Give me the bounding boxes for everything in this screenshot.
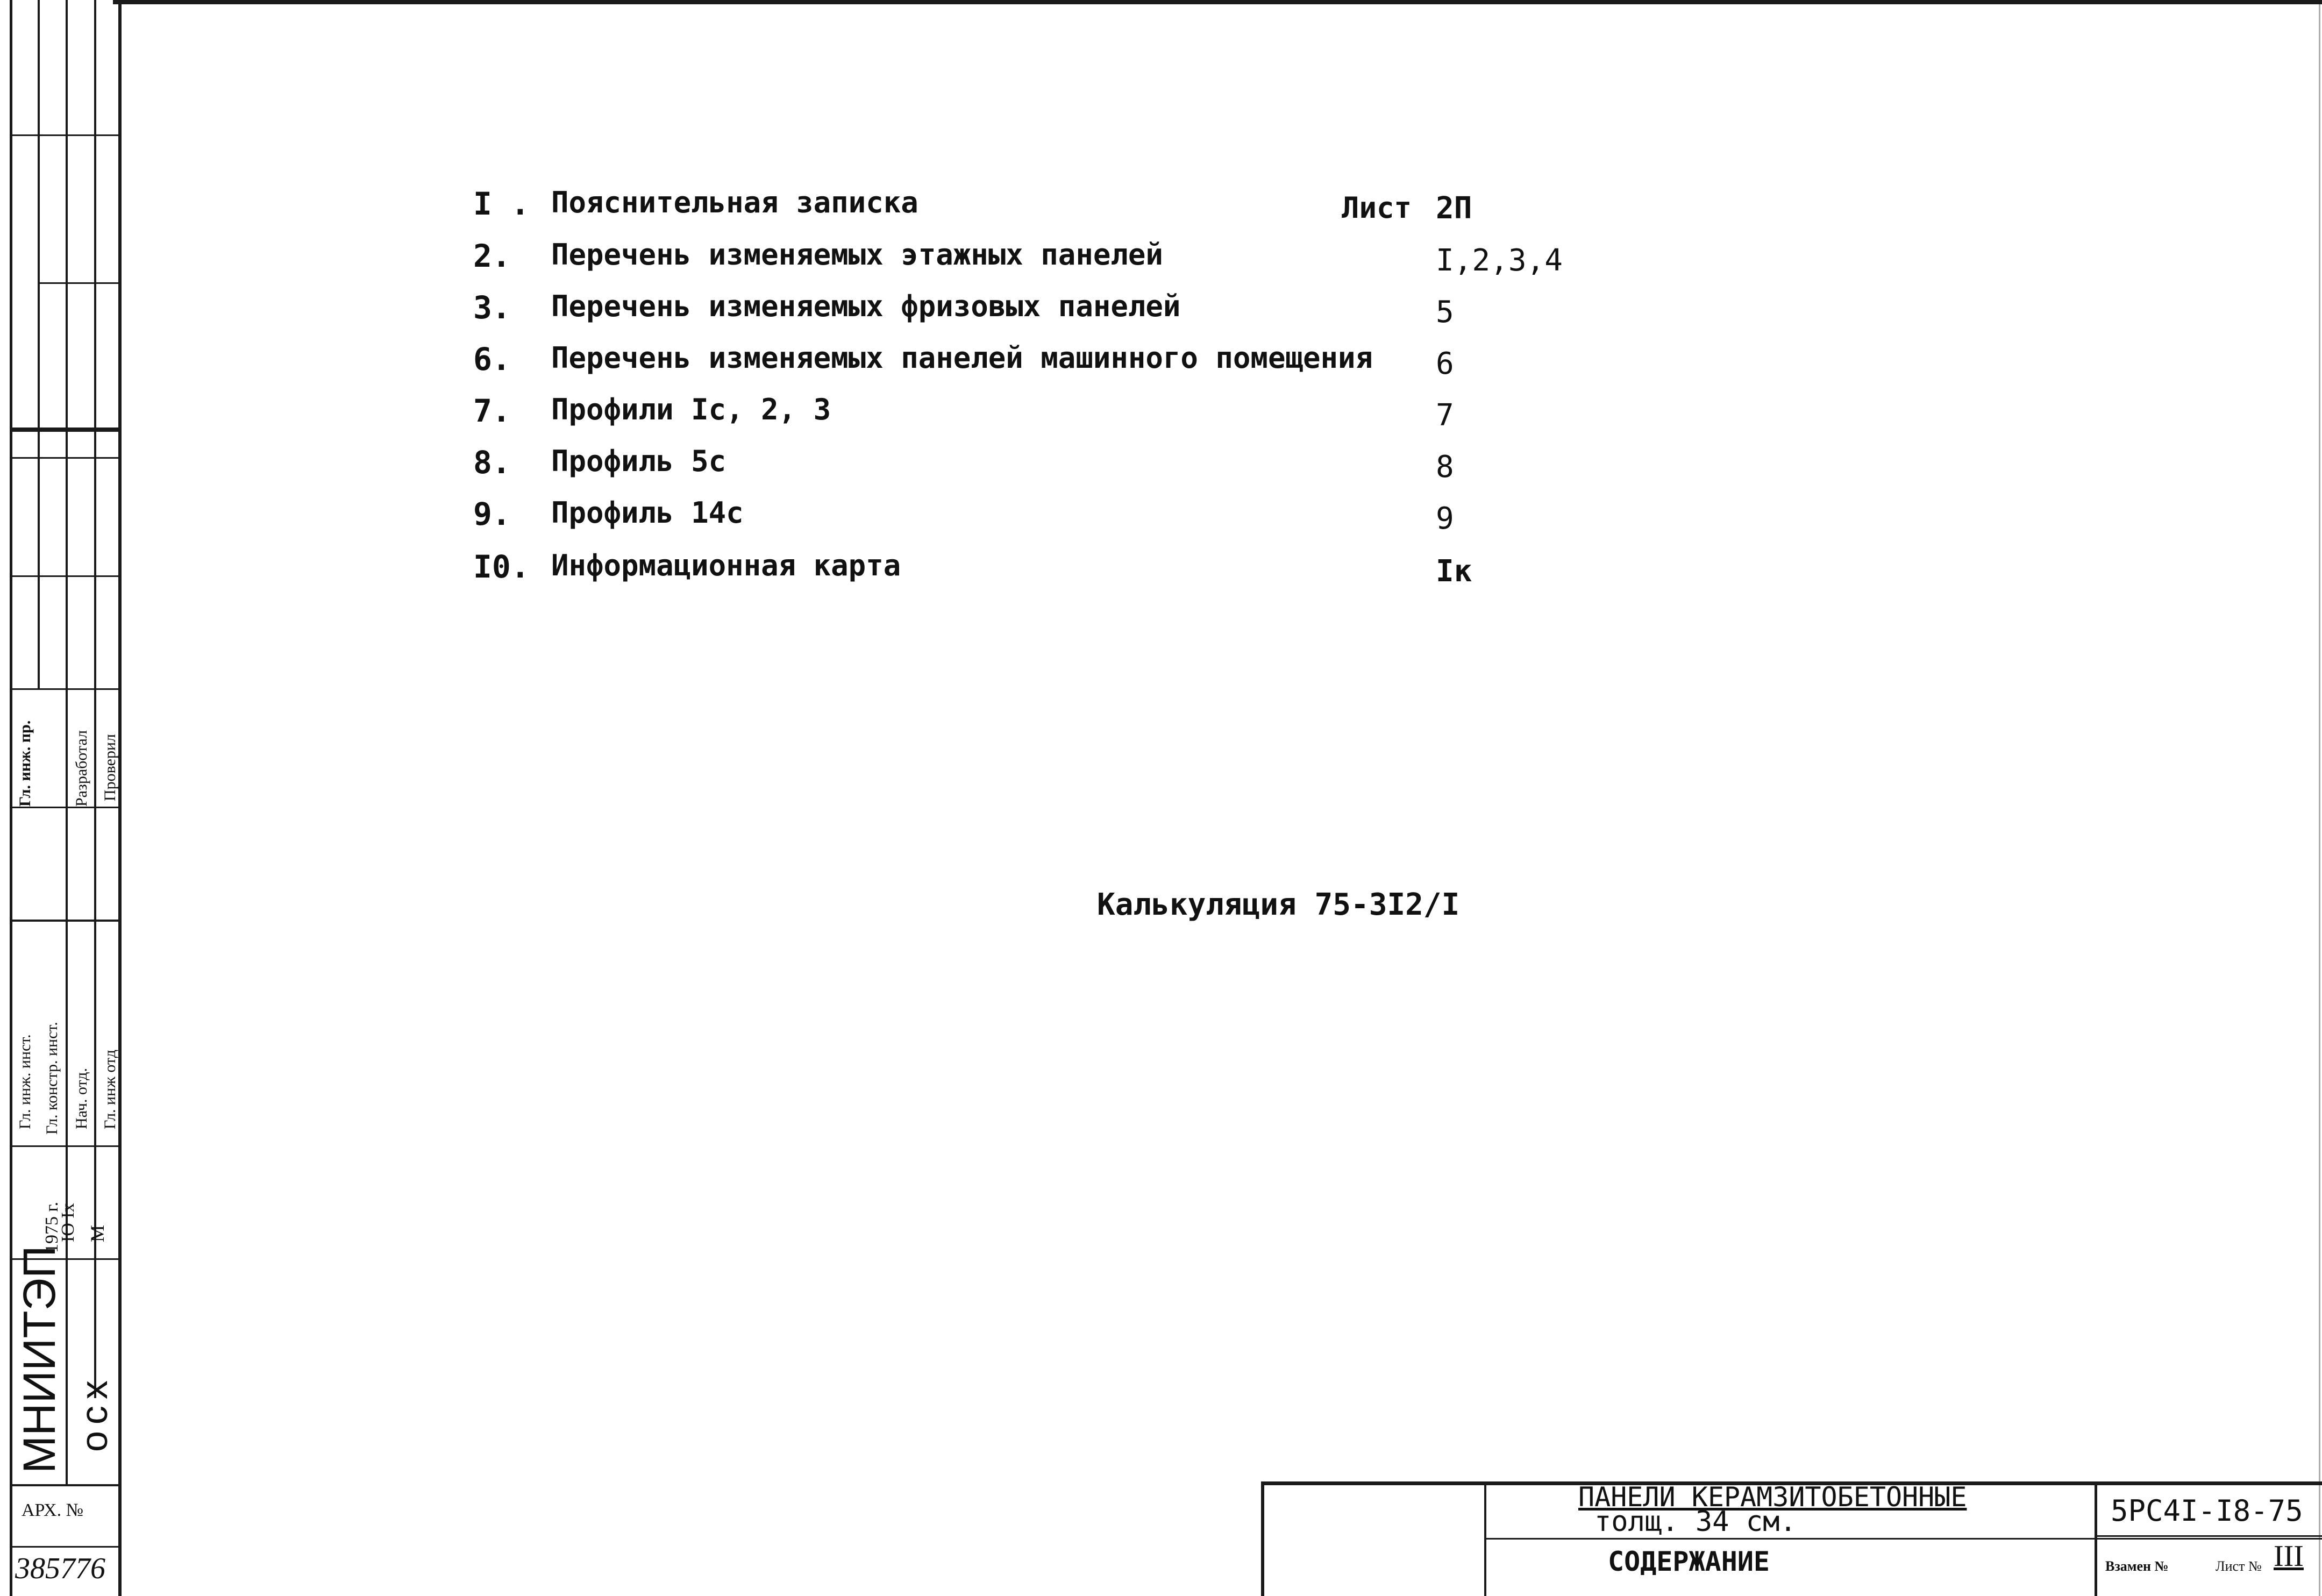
list-item — [473, 341, 1656, 389]
list-item — [473, 289, 1656, 338]
item-page: I,2,3,4 — [1436, 243, 1563, 278]
item-title: Перечень изменяемых панелей машинного помещения — [551, 341, 1373, 375]
title-line-3: СОДЕРЖАНИЕ — [1608, 1546, 1770, 1577]
item-number: 3. — [473, 289, 511, 326]
sheet-number: III — [2274, 1540, 2304, 1573]
list-item — [473, 548, 1656, 597]
item-title: Пояснительная записка — [551, 186, 918, 219]
role-chief-engineer: Гл. инж. пр. — [16, 720, 34, 807]
top-border — [113, 0, 2322, 4]
role-checked: Проверил — [101, 734, 119, 801]
stamp-organization: МНИИТЭП — [14, 1245, 65, 1473]
stamp-date: IO Iх — [58, 1203, 78, 1242]
item-page: 7 — [1436, 398, 1454, 433]
calculation-reference: Калькуляция 75-3I2/I — [1097, 887, 1460, 922]
item-page: 9 — [1436, 501, 1454, 536]
replace-label: Взамен № — [2105, 1558, 2169, 1574]
role-dept-head: Нач. отд. — [73, 1068, 90, 1129]
item-page: 8 — [1436, 450, 1454, 484]
role-developed: Разработал — [73, 730, 90, 807]
item-page: 6 — [1436, 346, 1454, 381]
role-chief-engineer-dept: Гл. инж отд — [101, 1050, 119, 1129]
role-chief-designer-inst: Гл. констр. инст. — [43, 1022, 61, 1135]
item-number: I . — [473, 186, 530, 222]
sheet-label: Лист № — [2216, 1558, 2262, 1574]
title-line-1: ПАНЕЛИ КЕРАМЗИТОБЕТОННЫЕ — [1578, 1481, 1967, 1513]
list-item — [473, 444, 1656, 493]
archive-label: АРХ. № — [22, 1500, 84, 1520]
item-page: Iк — [1436, 554, 1472, 589]
item-number: 9. — [473, 496, 511, 532]
item-number: I0. — [473, 548, 530, 585]
item-title: Профиль 14с — [551, 496, 744, 530]
archive-number: 385776 — [15, 1552, 105, 1585]
item-title: Профиль 5с — [551, 444, 726, 478]
item-number: 6. — [473, 341, 511, 377]
list-item — [473, 496, 1656, 544]
right-border — [2319, 0, 2320, 1596]
stamp-department: осх — [73, 1374, 115, 1452]
list-item — [473, 186, 1656, 234]
item-page: 5 — [1436, 295, 1454, 330]
document-code: 5РС4I-I8-75 — [2111, 1494, 2303, 1528]
item-number: 8. — [473, 444, 511, 481]
item-page: 2П — [1436, 191, 1472, 226]
item-title: Перечень изменяемых этажных панелей — [551, 238, 1163, 272]
stamp-year: 1975 г. — [42, 1201, 62, 1253]
sheet-column-label: Лист — [1342, 191, 1412, 225]
item-title: Профили Iс, 2, 3 — [551, 393, 831, 426]
item-number: 7. — [473, 393, 511, 429]
stamp-letter: М — [87, 1224, 108, 1242]
item-number: 2. — [473, 238, 511, 274]
item-title: Перечень изменяемых фризовых панелей — [551, 289, 1181, 323]
title-line-2: толщ. 34 см. — [1594, 1506, 1797, 1538]
item-title: Информационная карта — [551, 548, 901, 582]
role-chief-engineer-inst: Гл. инж. инст. — [16, 1034, 34, 1129]
list-item — [473, 393, 1656, 441]
list-item — [473, 238, 1656, 286]
